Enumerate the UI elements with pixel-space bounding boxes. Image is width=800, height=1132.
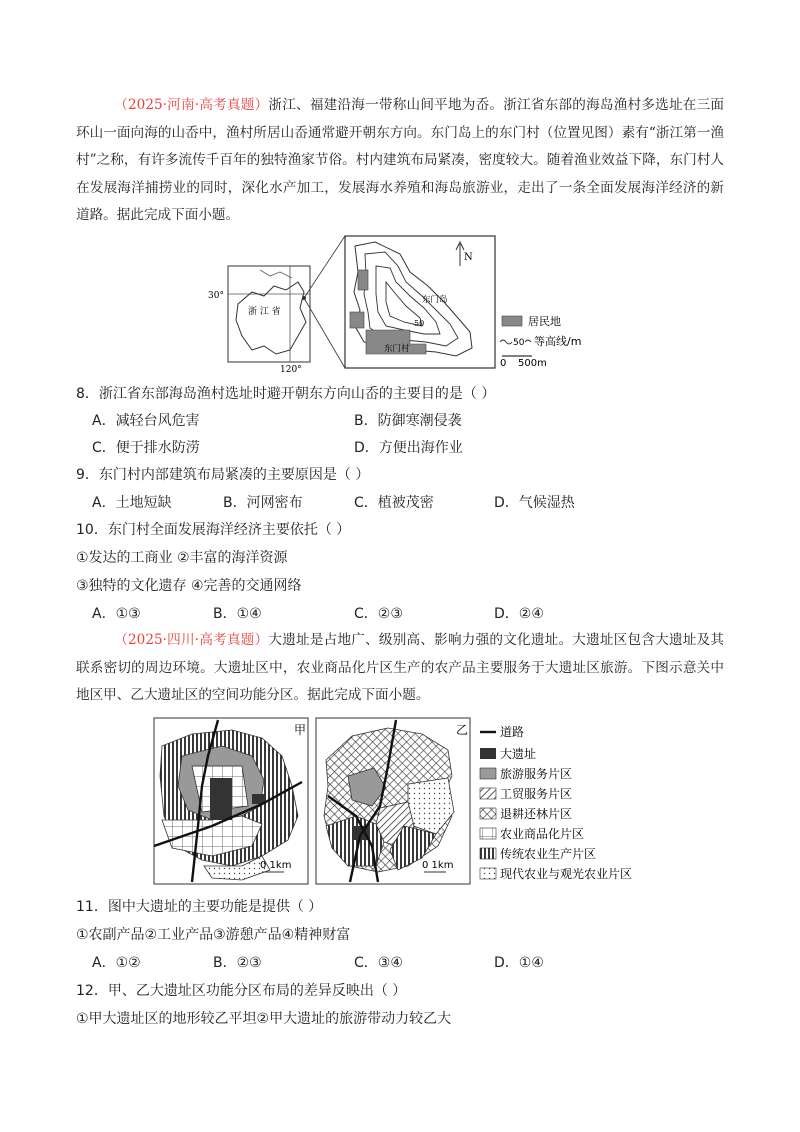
q10-statements-1: ①发达的工商业 ②丰富的海洋资源	[76, 550, 288, 566]
q11-option-c[interactable]: C．③④	[354, 955, 403, 971]
question-8-stem: 8．浙江省东部海岛渔村选址时避开朝东方向山岙的主要目的是（ ）	[76, 386, 496, 402]
q9-option-a[interactable]: A．土地短缺	[92, 495, 172, 511]
legend-industry-swatch	[480, 788, 496, 799]
q8-option-b[interactable]: B．防御寒潮侵袭	[354, 413, 462, 429]
q10-option-c[interactable]: C．②③	[354, 606, 403, 622]
contour-50-label: 50	[414, 319, 425, 328]
legend-tourism-swatch	[480, 768, 496, 779]
q8-option-c[interactable]: C．便于排水防涝	[92, 440, 200, 456]
legend-road: 道路	[500, 725, 525, 739]
dongmen-map	[200, 232, 630, 372]
legend-contour-label: 等高线/m	[534, 335, 582, 348]
settlement-north	[358, 270, 368, 290]
question-11-stem: 11．图中大遗址的主要功能是提供（ ）	[76, 899, 323, 915]
jia-scale: 0 1km	[260, 860, 292, 871]
q12-statements: ①甲大遗址区的地形较乙平坦②甲大遗址的旅游带动力较乙大	[76, 1011, 452, 1027]
legend-reforestation: 退耕还林片区	[500, 807, 573, 821]
q11-option-d[interactable]: D．①④	[494, 955, 544, 971]
lat-label: 30°	[208, 291, 224, 301]
legend-heritage-swatch	[480, 748, 496, 759]
scale-zero: 0	[500, 358, 507, 369]
q8-option-d[interactable]: D．方便出海作业	[354, 440, 463, 456]
yi-label: 乙	[456, 723, 469, 737]
yi-scale: 0 1km	[422, 860, 454, 871]
q11-option-b[interactable]: B．②③	[213, 955, 262, 971]
question-12-stem: 12．甲、乙大遗址区功能分区布局的差异反映出（ ）	[76, 983, 407, 999]
question-9-stem: 9．东门村内部建筑布局紧凑的主要原因是（ ）	[76, 467, 370, 483]
scale-500m: 500m	[518, 358, 547, 369]
legend-industry: 工贸服务片区	[500, 787, 573, 801]
source-tag-sichuan: （2025·四川·高考真题）	[114, 632, 269, 648]
legend-heritage: 大遗址	[500, 747, 537, 761]
intro-paragraph-1	[76, 92, 724, 230]
q9-option-c[interactable]: C．植被茂密	[354, 495, 434, 511]
q10-option-b[interactable]: B．①④	[213, 606, 262, 622]
settlement-west	[350, 312, 364, 328]
q11-option-a[interactable]: A．①②	[92, 955, 141, 971]
legend-traditional-agri-swatch	[480, 848, 496, 859]
q10-option-d[interactable]: D．②④	[494, 606, 544, 622]
intro-text-2: 大遗址是占地广、级别高、影响力强的文化遗址。大遗址区包含大遗址及其联系密切的周边环境。大遗址区中，农业商品化片区生产的农产品主要服务于大遗址区旅游。下图示意关中地区甲、乙大遗址区的空间功能分区。据此完成下面小题。	[76, 632, 724, 703]
legend-traditional-agri: 传统农业生产片区	[500, 847, 597, 861]
legend-contour-value: 50	[513, 338, 525, 348]
lon-label: 120°	[280, 365, 302, 372]
province-label: 浙 江 省	[248, 307, 281, 317]
q10-statements-2: ③独特的文化遗存 ④完善的交通网络	[76, 578, 302, 594]
legend-modern-agri: 现代农业与观光农业片区	[500, 867, 633, 881]
q9-option-d[interactable]: D．气候湿热	[494, 495, 575, 511]
q11-statements: ①农副产品②工业产品③游憩产品④精神财富	[76, 927, 351, 943]
intro-text-1: 浙江、福建沿海一带称山间平地为岙。浙江省东部的海岛渔村多选址在三面环山一面向海的山岙中，渔村所居山岙通常避开朝东方向。东门岛上的东门村（位置见图）素有“浙江第一渔村”之称，有许多流传千百年的独特渔家节俗。村内建筑布局紧凑，密度较大。随着渔业效益下降，东门村人在发展海洋捕捞业的同时，深化水产加工，发展海水养殖和海岛旅游业，走出了一条全面发展海洋经济的新道路。据此完成下面小题。	[76, 97, 724, 223]
intro-paragraph-2	[76, 627, 724, 710]
legend-tourism: 旅游服务片区	[500, 767, 573, 781]
jia-label: 甲	[294, 723, 307, 737]
legend-settlement-label: 居民地	[528, 315, 561, 328]
legend-reforestation-swatch	[480, 808, 496, 819]
island-label: 东门岛	[422, 295, 448, 305]
north-label: N	[464, 252, 473, 263]
jia-heritage-site-main	[210, 778, 232, 820]
legend-agri-commercial-swatch	[480, 828, 496, 839]
question-10-stem: 10．东门村全面发展海洋经济主要依托（ ）	[76, 522, 351, 538]
source-tag-henan: （2025·河南·高考真题）	[114, 97, 269, 113]
heritage-zoning-map	[152, 716, 662, 886]
q8-option-a[interactable]: A．减轻台风危害	[92, 413, 200, 429]
q9-option-b[interactable]: B．河网密布	[223, 495, 303, 511]
legend-settlement-swatch	[502, 316, 522, 326]
village-label: 东门村	[384, 344, 410, 354]
legend-agri-commercial: 农业商品化片区	[500, 827, 585, 841]
q10-option-a[interactable]: A．①③	[92, 606, 141, 622]
legend-modern-agri-swatch	[480, 868, 496, 879]
